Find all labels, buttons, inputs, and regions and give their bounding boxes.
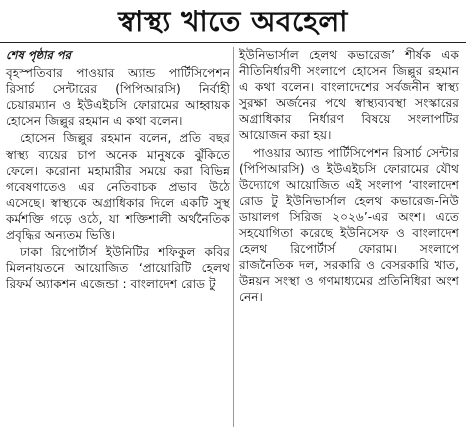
column-divider bbox=[233, 47, 234, 427]
headline: স্বাস্থ্য খাতে অবহেলা bbox=[118, 5, 348, 38]
paragraph: ইউনিভার্সাল হেলথ কভারেজ’ শীর্ষক এক নীতিনির্ধারণী সংলাপে হোসেন জিল্লুর রহমান এ কথা বলেন। বাংলাদেশের সর্বজনীন স্বাস্থ্য সুরক্ষা অর্জনের পথে স্বাস্থ্যব্যবস্থা সংস্কারের অগ্রাধিকার নির্ধারণ বিষয়ে সংলাপটির আয়োজন করা হয়। bbox=[239, 48, 459, 143]
paragraph: বৃহস্পতিবার পাওয়ার অ্যান্ড পার্টিসিপেশন রিসার্চ সেন্টারের (পিপিআরসি) নির্বাহী চেয়ারম্যান ও ইউএইচসি ফোরামের আহ্বায়ক হোসেন জিল্লুর রহমান এ কথা বলেন। bbox=[6, 66, 230, 129]
headline-rule bbox=[0, 42, 466, 43]
paragraph: হোসেন জিল্লুর রহমান বলেন, প্রতি বছর স্বাস্থ্য ব্যয়ের চাপ অনেক মানুষকে ঝুঁকিতে ফেলে। করোনা মহামারীর সময়ে করা বিভিন্ন গবেষণাতেও এর নেতিবাচক প্রভাব উঠে এসেছে। স্বাস্থ্যকে অগ্রাধিকার দিলে একটি সুস্থ কর্মশক্তি গড়ে ওঠে, যা শক্তিশালী অর্থনৈতিক প্রবৃদ্ধির অন্যতম ভিত্তি। bbox=[6, 131, 230, 243]
right-column bbox=[239, 47, 459, 306]
continued-label: শেষ পৃষ্ঠার পর bbox=[6, 48, 71, 62]
paragraph: পাওয়ার অ্যান্ড পার্টিসিপেশন রিসার্চ সেন্টার (পিপিআরসি) ও ইউএইচসি ফোরামের যৌথ উদ্যোগে আয়োজিত এই সংলাপ ‘বাংলাদেশ রোড টু ইউনিভার্সাল হেলথ কভারেজ-নিউ ডায়ালগ সিরিজ ২০২৬’-এর অংশ। এতে সহযোগিতা করেছে ইউনিসেফ ও বাংলাদেশ হেলথ রিপোর্টার্স ফোরাম। সংলাপে রাজনৈতিক দল, সরকারি ও বেসরকারি খাত, উন্নয়ন সংস্থা ও গণমাধ্যমের প্রতিনিধিরা অংশ নেন। bbox=[239, 145, 459, 305]
paragraph: ঢাকা রিপোর্টার্স ইউনিটির শফিকুল কবির মিলনায়তনে আয়োজিত ‘প্রায়োরিটি হেলথ রিফর্ম অ্যাকশন এজেন্ডা : বাংলাদেশ রোড টু bbox=[6, 245, 230, 292]
left-column bbox=[6, 47, 230, 292]
